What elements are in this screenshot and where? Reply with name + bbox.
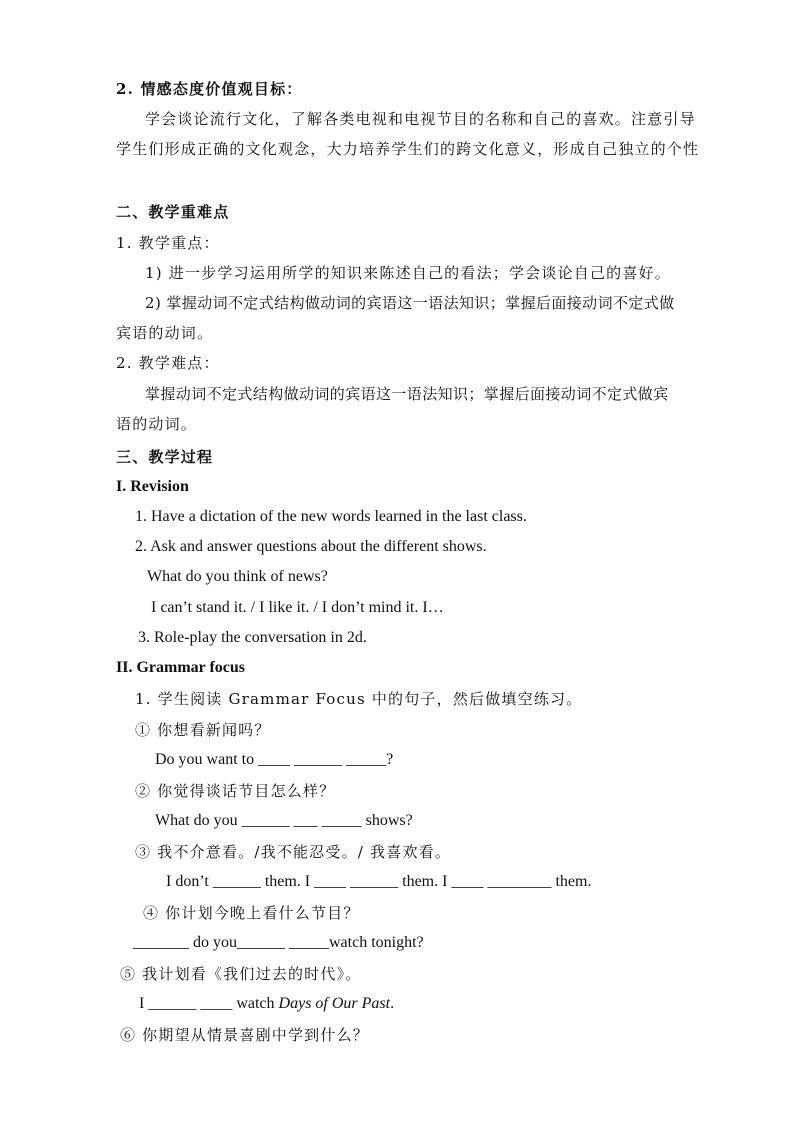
revision-heading: I. Revision bbox=[116, 478, 189, 495]
revision-item-1: 1. Have a dictation of the new words learned in the last class. bbox=[135, 508, 527, 525]
difficulty-line2: 语的动词。 bbox=[116, 415, 198, 433]
revision-question: What do you think of news? bbox=[147, 568, 328, 585]
exercise-2-english: What do you ______ ___ _____ shows? bbox=[155, 812, 413, 829]
objectives-heading: 2. 情感态度价值观目标： bbox=[116, 80, 303, 98]
focus-label: 1. 教学重点： bbox=[116, 234, 220, 252]
difficulty-label: 2. 教学难点： bbox=[116, 354, 220, 372]
grammar-intro: 1. 学生阅读 Grammar Focus 中的句子，然后做填空练习。 bbox=[135, 690, 583, 708]
exercise-5-program-title: Days of Our Past bbox=[278, 995, 391, 1012]
exercise-4-chinese: ④ 你计划今晚上看什么节目？ bbox=[143, 904, 360, 922]
section-title-key-points: 二、教学重难点 bbox=[116, 203, 230, 221]
difficulty-line1: 掌握动词不定式结构做动词的宾语这一语法知识；掌握后面接动词不定式做宾 bbox=[145, 385, 669, 403]
focus-item-2-line2: 宾语的动词。 bbox=[116, 324, 214, 342]
exercise-5-english-suffix: . bbox=[390, 995, 395, 1012]
section-title-process: 三、教学过程 bbox=[116, 448, 214, 466]
revision-item-2: 2. Ask and answer questions about the different shows. bbox=[135, 538, 487, 555]
exercise-4-english: _______ do you______ _____watch tonight? bbox=[133, 934, 424, 951]
exercise-1-english: Do you want to ____ ______ _____? bbox=[155, 751, 394, 768]
grammar-heading: II. Grammar focus bbox=[116, 659, 246, 676]
exercise-6-chinese: ⑥ 你期望从情景喜剧中学到什么？ bbox=[120, 1026, 369, 1044]
revision-answer: I can’t stand it. / I like it. / I don’t mind it. I… bbox=[151, 599, 444, 616]
exercise-3-chinese: ③ 我不介意看。/我不能忍受。/ 我喜欢看。 bbox=[135, 843, 452, 861]
exercise-1-chinese: ① 你想看新闻吗？ bbox=[135, 721, 271, 739]
focus-item-1: 1) 进一步学习运用所学的知识来陈述自己的看法；学会谈论自己的喜好。 bbox=[145, 264, 671, 282]
exercise-3-english: I don’t ______ them. I ____ ______ them. I ____ ________ them. bbox=[166, 873, 592, 890]
objectives-paragraph-line2: 学生们形成正确的文化观念，大力培养学生们的跨文化意义，形成自己独立的个性 bbox=[116, 140, 700, 158]
revision-item-3: 3. Role-play the conversation in 2d. bbox=[138, 629, 367, 646]
exercise-5-english bbox=[139, 994, 394, 1014]
exercise-2-chinese: ② 你觉得谈话节目怎么样？ bbox=[135, 782, 336, 800]
exercise-5-chinese: ⑤ 我计划看《我们过去的时代》。 bbox=[120, 965, 362, 983]
objectives-paragraph-line1: 学会谈论流行文化，了解各类电视和电视节目的名称和自己的喜欢。注意引导 bbox=[145, 110, 696, 128]
focus-item-2-line1: 2) 掌握动词不定式结构做动词的宾语这一语法知识；掌握后面接动词不定式做 bbox=[145, 294, 675, 312]
exercise-5-english-prefix: I ______ ____ watch bbox=[139, 995, 279, 1012]
